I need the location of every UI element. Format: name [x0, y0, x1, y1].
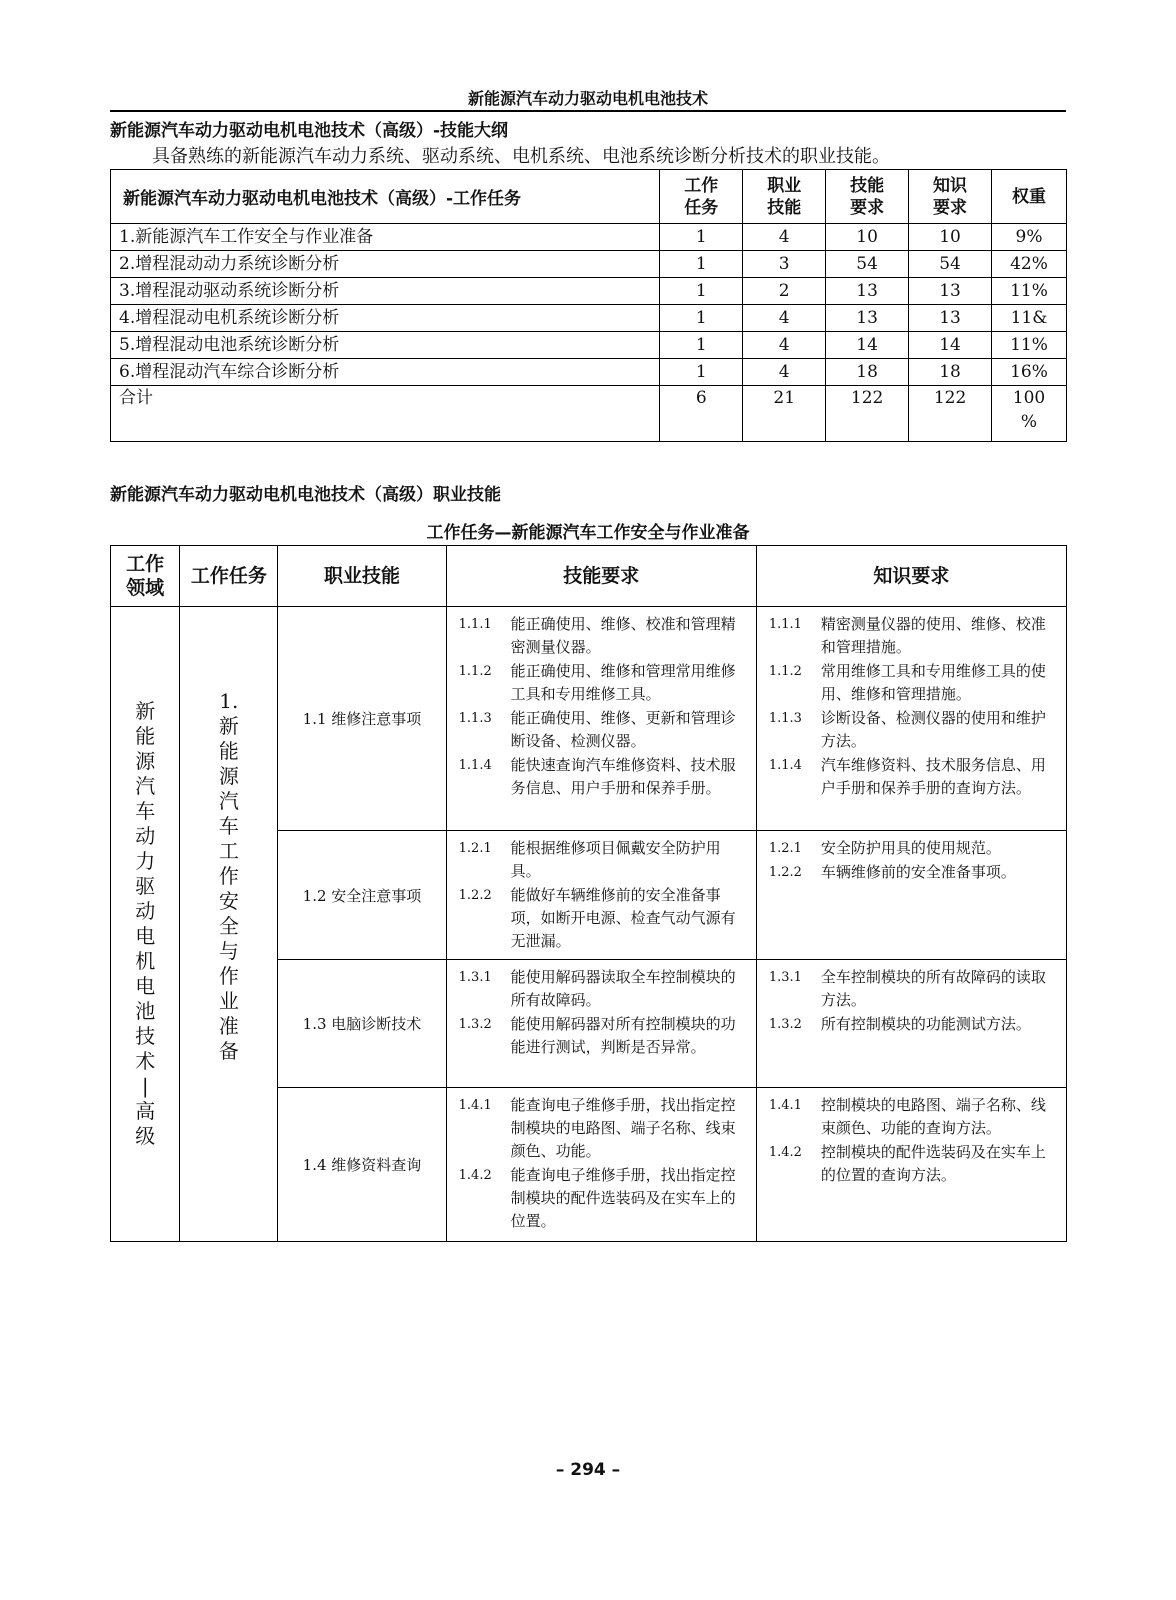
- req-text: 能做好车辆维修前的安全准备事项，如断开电源、检查气动气源有无泄漏。: [510, 886, 736, 950]
- req-text: 能使用解码器读取全车控制模块的所有故障码。: [510, 968, 736, 1009]
- req-list: [757, 1088, 1066, 1192]
- task-char: 业: [218, 988, 239, 1013]
- summary-cell-weight: 11%: [992, 278, 1067, 305]
- req-code: 1.2.2: [458, 888, 492, 903]
- req-code: 1.3.1: [768, 970, 802, 985]
- detail-header-skill: 职业技能: [278, 546, 446, 607]
- req-item: [459, 707, 750, 753]
- summary-header-skill-req: [826, 170, 909, 224]
- req-item: [459, 660, 750, 706]
- detail-header-task: 工作任务: [180, 546, 278, 607]
- req-text: 全车控制模块的所有故障码的读取方法。: [820, 968, 1046, 1009]
- req-code: 1.1.3: [768, 711, 802, 726]
- total-label: 合计: [111, 386, 660, 442]
- know-req-cell: [756, 607, 1066, 831]
- req-code: 1.4.2: [768, 1145, 802, 1160]
- detail-header-know-req: 知识要求: [756, 546, 1066, 607]
- intro-paragraph: 具备熟练的新能源汽车动力系统、驱动系统、电机系统、电池系统诊断分析技术的职业技能。: [152, 146, 890, 167]
- task-char: 车: [218, 813, 239, 838]
- task-char: 新: [218, 713, 239, 738]
- req-list: [447, 607, 756, 805]
- summary-cell-tasks: 1: [660, 332, 743, 359]
- req-text: 诊断设备、检测仪器的使用和维护方法。: [820, 709, 1046, 750]
- summary-cell-skills: 4: [743, 359, 826, 386]
- summary-cell-tasks: 1: [660, 359, 743, 386]
- summary-header-row: [111, 170, 1067, 224]
- req-text: 能使用解码器对所有控制模块的功能进行测试，判断是否异常。: [510, 1015, 736, 1056]
- section-title-outline: 新能源汽车动力驱动电机电池技术（高级）-技能大纲: [110, 121, 509, 141]
- domain-cell: [111, 607, 180, 1242]
- header-line: 工作: [684, 175, 719, 196]
- header-line: 技能: [850, 175, 885, 196]
- domain-char: 驱: [135, 874, 156, 898]
- req-code: 1.3.2: [458, 1017, 492, 1032]
- req-text: 常用维修工具和专用维修工具的使用、维修和管理措施。: [820, 662, 1046, 703]
- req-code: 1.1.2: [768, 664, 802, 679]
- summary-cell-task: 4.增程混动电机系统诊断分析: [111, 305, 660, 332]
- req-code: 1.3.2: [768, 1017, 802, 1032]
- detail-table: [110, 545, 1067, 1242]
- domain-char: 车: [135, 799, 156, 823]
- req-text: 车辆维修前的安全准备事项。: [820, 863, 1016, 881]
- skill-cell: 1.2 安全注意事项: [278, 831, 446, 960]
- req-code: 1.1.4: [458, 758, 492, 773]
- running-header: 新能源汽车动力驱动电机电池技术: [467, 89, 708, 108]
- task-char: 备: [218, 1038, 239, 1063]
- header-line: 任务: [684, 197, 719, 218]
- total-weight-line: %: [1020, 412, 1038, 432]
- domain-char: 能: [135, 724, 156, 748]
- req-text: 能快速查询汽车维修资料、技术服务信息、用户手册和保养手册。: [510, 756, 736, 797]
- req-code: 1.2.1: [458, 841, 492, 856]
- domain-char: 力: [135, 849, 156, 873]
- req-list: [447, 831, 756, 958]
- req-list: [757, 831, 1066, 889]
- total-skills: 21: [743, 386, 826, 442]
- req-item: [769, 966, 1060, 1012]
- req-code: 1.1.1: [458, 617, 492, 632]
- req-code: 1.1.1: [768, 617, 802, 632]
- domain-char: 动: [135, 824, 156, 848]
- summary-total-row: [111, 386, 1067, 442]
- summary-cell-skill-req: 10: [826, 224, 909, 251]
- summary-header-work-tasks: [660, 170, 743, 224]
- req-item: [769, 861, 1060, 884]
- req-item: [459, 966, 750, 1012]
- skill-req-cell: [446, 831, 756, 960]
- req-code: 1.1.2: [458, 664, 492, 679]
- section-subtitle: 工作任务—新能源汽车工作安全与作业准备: [426, 523, 750, 543]
- total-weight: [992, 386, 1067, 442]
- summary-cell-know-req: 10: [909, 224, 992, 251]
- task-char: 工: [218, 838, 239, 863]
- req-code: 1.2.1: [768, 841, 802, 856]
- req-item: [459, 884, 750, 953]
- summary-cell-weight: 16%: [992, 359, 1067, 386]
- summary-cell-tasks: 1: [660, 278, 743, 305]
- task-char: 能: [218, 738, 239, 763]
- summary-cell-task: 2.增程混动动力系统诊断分析: [111, 251, 660, 278]
- req-item: [769, 707, 1060, 753]
- req-item: [769, 660, 1060, 706]
- summary-cell-know-req: 18: [909, 359, 992, 386]
- summary-cell-task: 3.增程混动驱动系统诊断分析: [111, 278, 660, 305]
- page-number: – 294 –: [555, 1460, 621, 1480]
- domain-char: 电: [135, 974, 156, 998]
- summary-header-know-req: [909, 170, 992, 224]
- req-item: [459, 1094, 750, 1163]
- header-line: 要求: [933, 197, 968, 218]
- req-text: 精密测量仪器的使用、维修、校准和管理措施。: [820, 615, 1046, 656]
- header-line: 职业: [767, 175, 802, 196]
- skill-cell: 1.3 电脑诊断技术: [278, 960, 446, 1088]
- req-item: [769, 754, 1060, 800]
- header-line: 知识: [933, 175, 968, 196]
- req-item: [769, 613, 1060, 659]
- req-code: 1.1.3: [458, 711, 492, 726]
- summary-cell-weight: 9%: [992, 224, 1067, 251]
- task-cell: [180, 607, 278, 1242]
- domain-char: 池: [135, 999, 156, 1023]
- domain-char: |: [141, 1074, 149, 1098]
- req-item: [459, 1164, 750, 1233]
- req-item: [769, 1141, 1060, 1187]
- detail-header-domain: [111, 546, 180, 607]
- header-line: 要求: [850, 197, 885, 218]
- domain-char: 汽: [135, 774, 156, 798]
- req-text: 控制模块的配件选装码及在实车上的位置的查询方法。: [820, 1143, 1046, 1184]
- summary-cell-skills: 3: [743, 251, 826, 278]
- summary-cell-task: 6.增程混动汽车综合诊断分析: [111, 359, 660, 386]
- req-item: [459, 837, 750, 883]
- summary-row: [111, 359, 1067, 386]
- summary-row: [111, 332, 1067, 359]
- task-char: 汽: [218, 788, 239, 813]
- req-code: 1.4.1: [768, 1098, 802, 1113]
- summary-cell-know-req: 13: [909, 305, 992, 332]
- summary-row: [111, 251, 1067, 278]
- summary-cell-know-req: 13: [909, 278, 992, 305]
- know-req-cell: [756, 960, 1066, 1088]
- section-title-skills: 新能源汽车动力驱动电机电池技术（高级）职业技能: [110, 485, 501, 505]
- task-char: 准: [218, 1013, 239, 1038]
- req-item: [769, 837, 1060, 860]
- req-text: 汽车维修资料、技术服务信息、用户手册和保养手册的查询方法。: [820, 756, 1046, 797]
- req-item: [769, 1094, 1060, 1140]
- task-char: 源: [218, 763, 239, 788]
- summary-row: [111, 305, 1067, 332]
- domain-char: 高: [135, 1099, 156, 1123]
- header-rule: [110, 110, 1066, 112]
- task-char: 作: [218, 963, 239, 988]
- req-text: 能根据维修项目佩戴安全防护用具。: [510, 839, 721, 880]
- req-code: 1.1.4: [768, 758, 802, 773]
- domain-char: 技: [135, 1024, 156, 1048]
- req-item: [459, 613, 750, 659]
- skill-req-cell: [446, 1088, 756, 1242]
- domain-char: 机: [135, 949, 156, 973]
- req-text: 能正确使用、维修、更新和管理诊断设备、检测仪器。: [510, 709, 736, 750]
- detail-header-skill-req: 技能要求: [446, 546, 756, 607]
- domain-char: 术: [135, 1049, 156, 1073]
- summary-cell-skill-req: 18: [826, 359, 909, 386]
- task-char: 作: [218, 863, 239, 888]
- task-char: 1.: [219, 688, 239, 713]
- req-item: [769, 1013, 1060, 1036]
- req-list: [447, 1088, 756, 1238]
- req-code: 1.2.2: [768, 865, 802, 880]
- summary-cell-skill-req: 13: [826, 278, 909, 305]
- total-weight-line: 100: [1012, 388, 1046, 408]
- summary-cell-skill-req: 14: [826, 332, 909, 359]
- header-line: 领域: [126, 577, 165, 599]
- summary-cell-weight: 11&: [992, 305, 1067, 332]
- summary-body: [111, 224, 1067, 386]
- skill-cell: 1.1 维修注意事项: [278, 607, 446, 831]
- header-line: 技能: [767, 197, 802, 218]
- summary-cell-skill-req: 54: [826, 251, 909, 278]
- req-list: [757, 607, 1066, 805]
- task-char: 安: [218, 888, 239, 913]
- summary-cell-know-req: 14: [909, 332, 992, 359]
- summary-row: [111, 278, 1067, 305]
- summary-row: [111, 224, 1067, 251]
- domain-char: 新: [135, 699, 156, 723]
- req-text: 能正确使用、维修、校准和管理精密测量仪器。: [510, 615, 736, 656]
- summary-header-skills: [743, 170, 826, 224]
- domain-char: 源: [135, 749, 156, 773]
- summary-cell-tasks: 1: [660, 305, 743, 332]
- summary-cell-skills: 2: [743, 278, 826, 305]
- skill-req-cell: [446, 960, 756, 1088]
- total-skill-req: 122: [826, 386, 909, 442]
- total-tasks: 6: [660, 386, 743, 442]
- req-code: 1.4.1: [458, 1098, 492, 1113]
- req-list: [447, 960, 756, 1064]
- domain-char: 电: [135, 924, 156, 948]
- summary-cell-tasks: 1: [660, 251, 743, 278]
- req-code: 1.3.1: [458, 970, 492, 985]
- req-item: [459, 754, 750, 800]
- summary-cell-skills: 4: [743, 305, 826, 332]
- know-req-cell: [756, 831, 1066, 960]
- header-line: 工作: [126, 553, 165, 575]
- detail-row: [111, 607, 1067, 831]
- summary-cell-skills: 4: [743, 224, 826, 251]
- summary-cell-weight: 11%: [992, 332, 1067, 359]
- req-text: 能查询电子维修手册，找出指定控制模块的电路图、端子名称、线束颜色、功能。: [510, 1096, 736, 1160]
- summary-cell-task: 1.新能源汽车工作安全与作业准备: [111, 224, 660, 251]
- domain-char: 级: [135, 1124, 156, 1148]
- task-char: 全: [218, 913, 239, 938]
- domain-char: 动: [135, 899, 156, 923]
- summary-cell-skills: 4: [743, 332, 826, 359]
- total-know-req: 122: [909, 386, 992, 442]
- know-req-cell: [756, 1088, 1066, 1242]
- summary-table: [110, 169, 1067, 442]
- task-char: 与: [218, 938, 239, 963]
- skill-req-cell: [446, 607, 756, 831]
- summary-cell-weight: 42%: [992, 251, 1067, 278]
- summary-cell-tasks: 1: [660, 224, 743, 251]
- summary-cell-know-req: 54: [909, 251, 992, 278]
- detail-body: [111, 607, 1067, 1242]
- summary-cell-task: 5.增程混动电池系统诊断分析: [111, 332, 660, 359]
- req-text: 所有控制模块的功能测试方法。: [820, 1015, 1031, 1033]
- detail-header-row: [111, 546, 1067, 607]
- req-text: 能查询电子维修手册，找出指定控制模块的配件选装码及在实车上的位置。: [510, 1166, 736, 1230]
- skill-cell: 1.4 维修资料查询: [278, 1088, 446, 1242]
- req-text: 能正确使用、维修和管理常用维修工具和专用维修工具。: [510, 662, 736, 703]
- req-code: 1.4.2: [458, 1168, 492, 1183]
- summary-header-task: 新能源汽车动力驱动电机电池技术（高级）-工作任务: [111, 170, 660, 224]
- req-text: 控制模块的电路图、端子名称、线束颜色、功能的查询方法。: [820, 1096, 1046, 1137]
- req-list: [757, 960, 1066, 1041]
- req-text: 安全防护用具的使用规范。: [820, 839, 1001, 857]
- req-item: [459, 1013, 750, 1059]
- summary-header-weight: 权重: [992, 170, 1067, 224]
- summary-cell-skill-req: 13: [826, 305, 909, 332]
